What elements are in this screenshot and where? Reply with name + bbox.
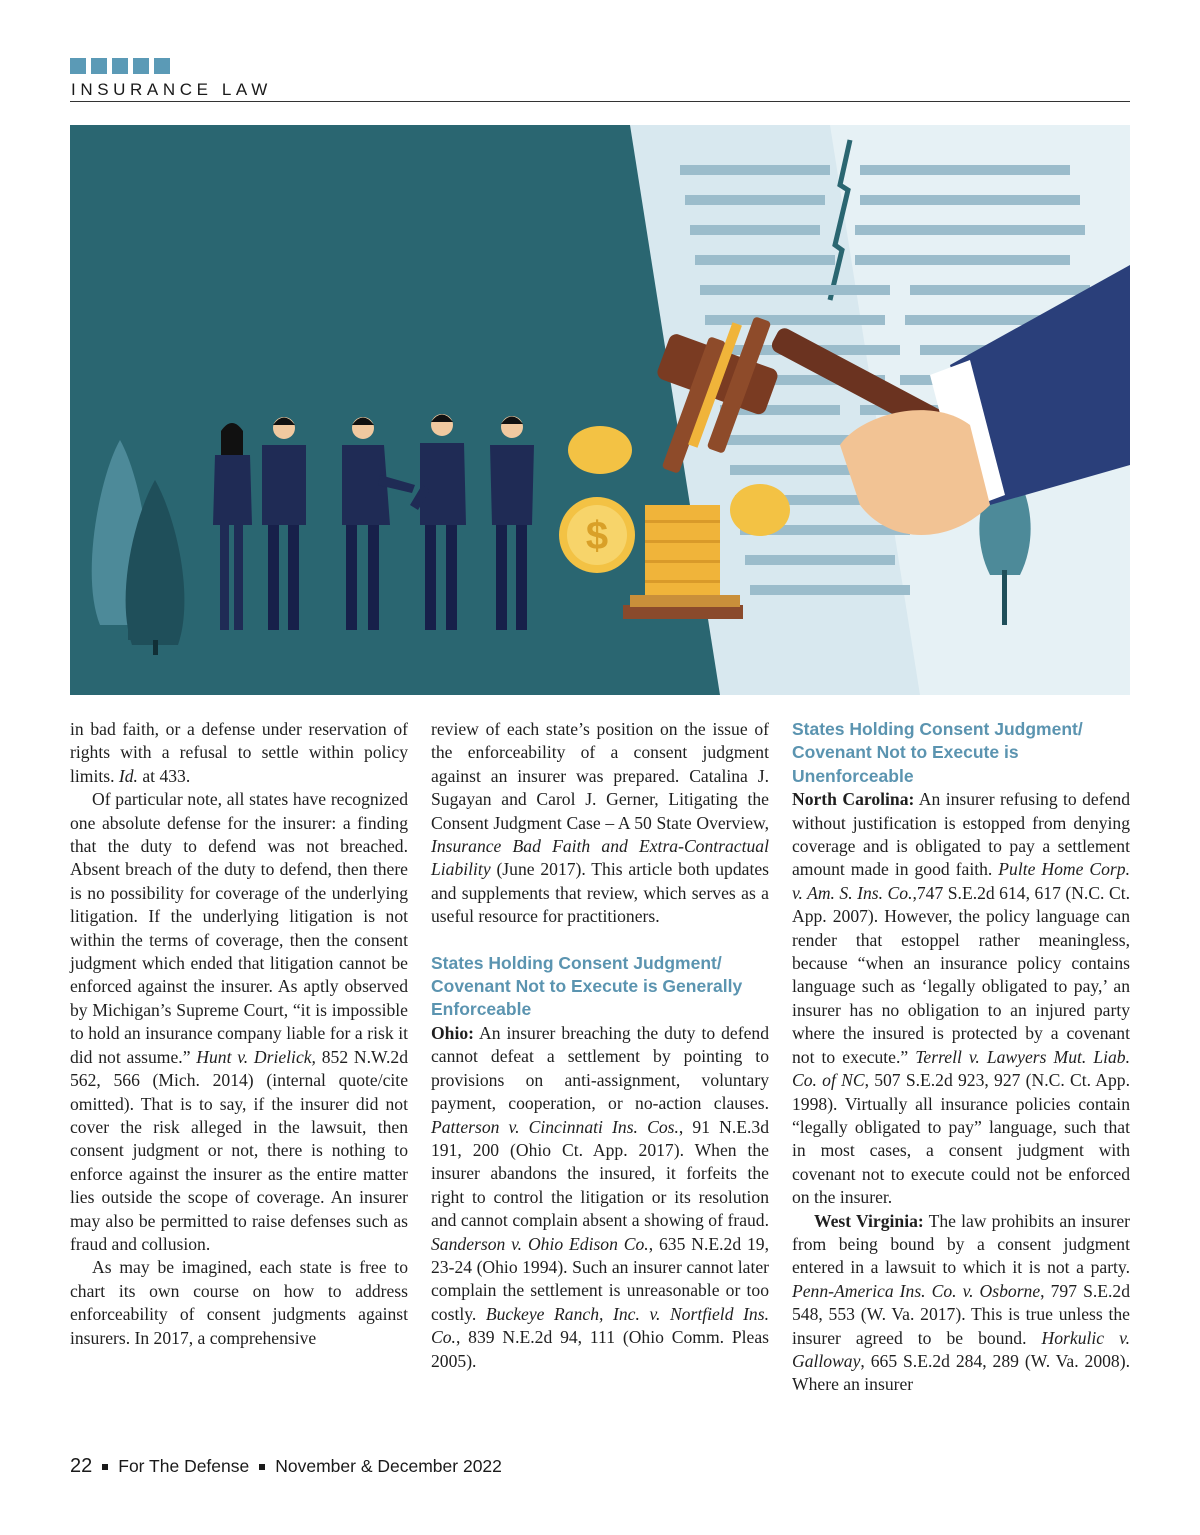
header-accent-squares [70, 58, 170, 74]
page-footer [70, 1455, 502, 1478]
paragraph: Of particular note, all states have recognized one absolute defense for the insurer: a finding that the duty to defend was not breached. Absent breach of the duty to defend, then there is no possibility for coverage of the underlying litigation. If the underlying litigation is not within the terms of coverage, then the consent judgment which ended that litigation cannot be enforced against the insurer. As aptly observed by Michigan’s Supreme Court, “it is impossible to hold an insurance company liable for a risk it did not assume.” Hunt v. Drielick, 852 N.W.2d 562, 566 (Mich. 2014) (internal quote/cite omitted). That is to say, if the insurer did not cover the risk alleged in the lawsuit, then consent judgment or not, there is nothing to enforce against the insurer as the entire matter lies outside the scope of coverage. An insurer may also be permitted to raise defenses such as fraud and collusion. [70, 789, 408, 1254]
person [262, 417, 306, 630]
person [410, 414, 466, 630]
paragraph: As may be imagined, each state is free to chart its own course on how to address enforceability of consent judgments against insurers. In 2017, a comprehensive [70, 1257, 408, 1348]
paragraph: in bad faith, or a defense under reservation of rights with a refusal to settle within policy limits. Id. at 433. [70, 719, 408, 786]
header-divider [70, 101, 1130, 102]
paragraph: West Virginia: The law prohibits an insurer from being bound by a consent judgment entered in a lawsuit to which it is not a party. Penn-America Ins. Co. v. Osborne, 797 S.E.2d 548, 553 (W. Va. 2017). This is true unless the insurer agreed to be bound. Horkulic v. Galloway, 665 S.E.2d 284, 289 (W. Va. 2008). Where an insurer [792, 1210, 1131, 1395]
business-people-group [213, 414, 534, 630]
paragraph: review of each state’s position on the issue of the enforceability of a consent judgment against an insurer was prepared. Catalina J. Sugayan and Carol J. Gerner, Litigating the Consent Judgment Case – A 50 State Overview, Insurance Bad Faith and Extra-Contractual Liability (June 2017). This article both updates and supplements that review, which serves as a useful resource for practitioners. [431, 719, 769, 927]
section-heading: States Holding Consent Judgment/ Covenant Not to Execute is Unenforceable [792, 719, 1083, 786]
page-number: 22 [70, 1455, 93, 1477]
footer-separator [259, 1464, 265, 1470]
paragraph: Ohio: An insurer breaching the duty to defend cannot defeat a settlement by pointing to provisions on anti-assignment, voluntary payment, cooperation, or no-action clauses. Patterson v. Cincinnati Ins. Cos., 91 N.E.3d 191, 200 (Ohio Ct. App. 2017). When the insurer abandons the insured, it forfeits the right to control the litigation or its resolution and cannot complain absent a showing of fraud. Sanderson v. Ohio Edison Co., 635 N.E.2d 19, 23-24 (Ohio 1994). Such an insurer cannot later complain the settlement is unreasonable or too costly. Buckeye Ranch, Inc. v. Nortfield Ins. Co., 839 N.E.2d 94, 111 (Ohio Comm. Pleas 2005). [431, 1022, 770, 1371]
accent-square [133, 58, 149, 74]
section-label: INSURANCE LAW [71, 80, 272, 99]
tree-left [92, 440, 185, 655]
article-column-1 [70, 718, 408, 1350]
person [490, 416, 534, 630]
person [342, 417, 415, 630]
publication-name: For The Defense [118, 1456, 250, 1476]
section-heading: States Holding Consent Judgment/ Covenant Not to Execute is Generally Enforceable [431, 952, 743, 1020]
person [213, 423, 252, 630]
accent-square [154, 58, 170, 74]
accent-square [91, 58, 107, 74]
accent-square [112, 58, 128, 74]
issue-date: November & December 2022 [275, 1456, 502, 1476]
article-column-2 [431, 718, 769, 1373]
hero-illustration [70, 125, 1130, 695]
footer-separator [102, 1464, 108, 1470]
dollar-icon: $ [585, 514, 609, 558]
paragraph: North Carolina: An insurer refusing to defend without justification is estopped from denying coverage and is obligated to pay a settlement amount made in good faith. Pulte Home Corp. v. Am. S. Ins. Co.,747 S.E.2d 614, 617 (N.C. Ct. App. 2007). However, the policy language can render that estoppel rather meaningless, because “when an insurance policy contains language such as ‘legally obligated to pay,’ an insurer has no obligation to an injured party where the insured is protected by a covenant not to execute.” Terrell v. Lawyers Mut. Liab. Co. of NC, 507 S.E.2d 923, 927 (N.C. Ct. App. 1998). Virtually all insurance policies contain “legally obligated to pay” language, such that in most cases, a consent judgment with covenant not to execute could not be enforced on the insurer. [792, 789, 1130, 1208]
article-column-3 [792, 718, 1130, 1397]
accent-square [70, 58, 86, 74]
gavel-settlement-illustration [70, 125, 1130, 695]
